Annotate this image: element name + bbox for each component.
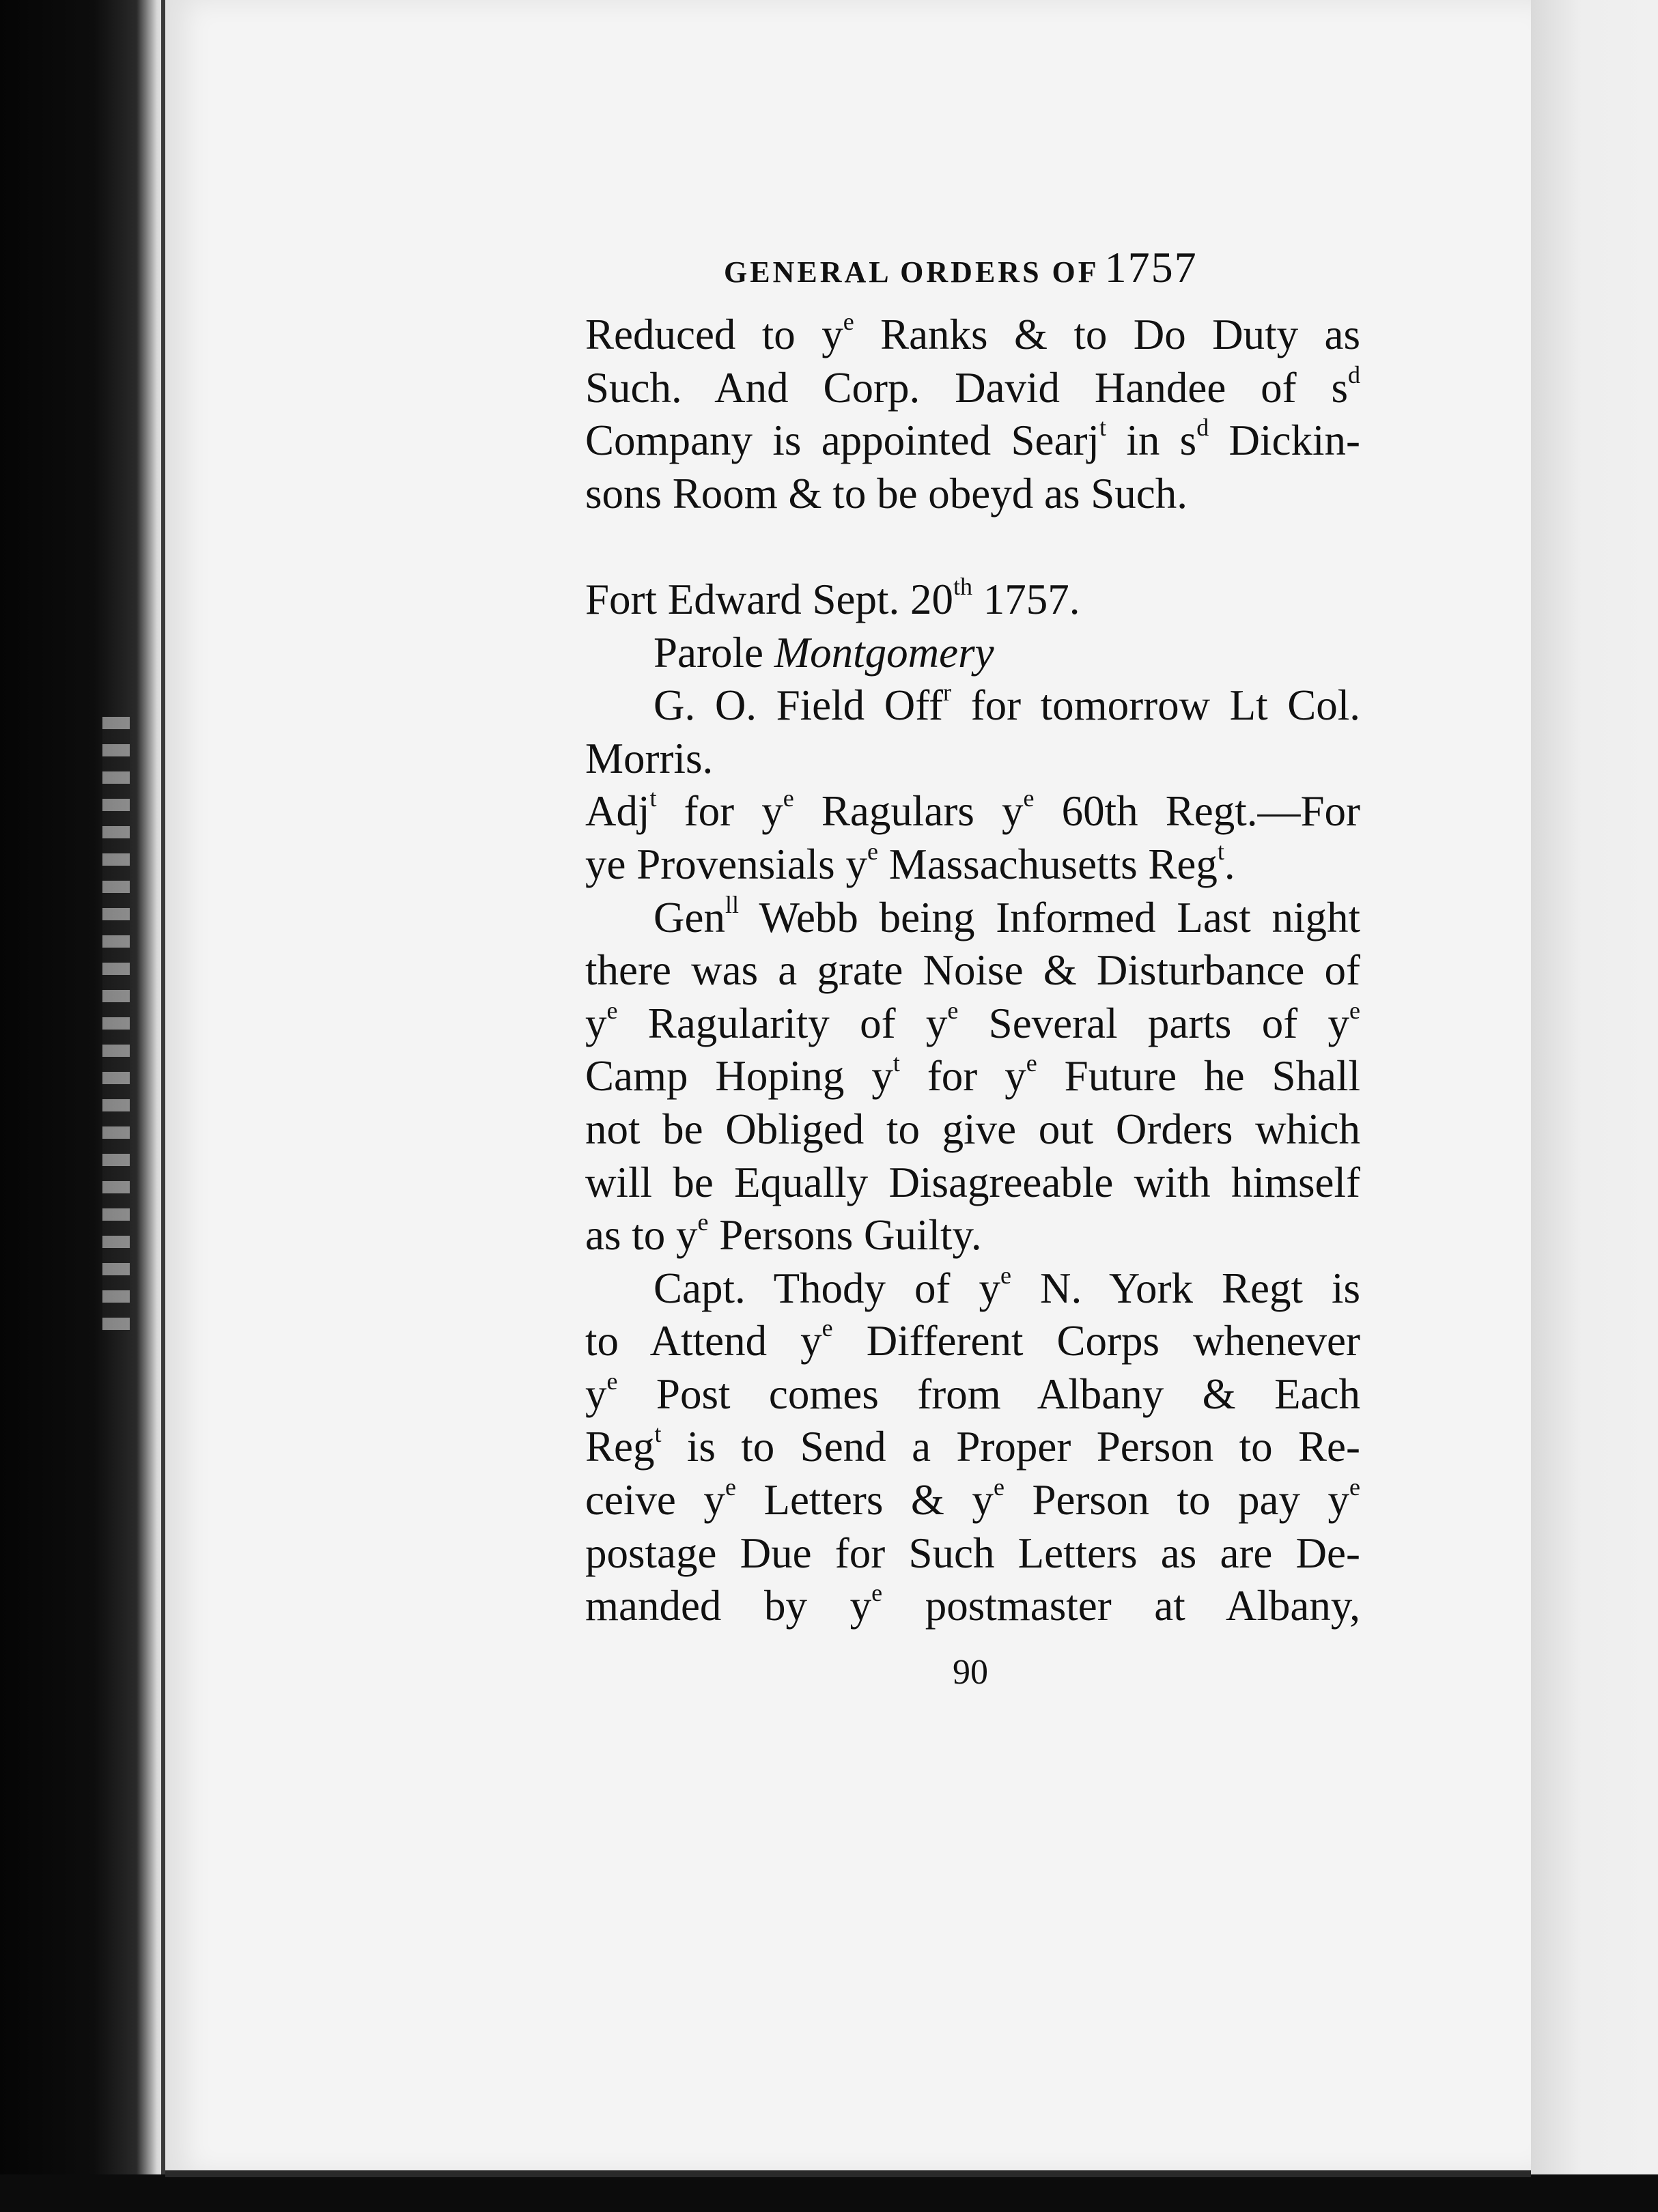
header-title: GENERAL ORDERS OF xyxy=(724,255,1099,289)
text-run: Letters & y xyxy=(735,1476,994,1525)
text-run: Webb being Informed Last night xyxy=(738,893,1360,941)
text-run: Fort Edward Sept. 20 xyxy=(585,575,953,623)
header-year: 1757 xyxy=(1104,243,1198,292)
superscript: e xyxy=(867,837,878,865)
superscript: e xyxy=(1023,784,1035,812)
text-line-23 xyxy=(585,1527,1360,1580)
text-line-17 xyxy=(585,1209,1360,1262)
text-run: Reg xyxy=(585,1423,655,1471)
superscript: e xyxy=(1026,1049,1037,1077)
text-run: is to Send a Proper Person to Re- xyxy=(661,1423,1360,1471)
facing-page-edge xyxy=(1531,0,1658,2212)
parole-line xyxy=(585,627,1360,680)
book-spine-edge xyxy=(0,0,171,2212)
text-run: Capt. Thody of y xyxy=(654,1264,1001,1312)
text-run: Massachusetts Reg xyxy=(877,840,1218,888)
scan-bottom-border xyxy=(0,2174,1658,2212)
superscript: t xyxy=(893,1049,900,1077)
text-run: as to y xyxy=(585,1211,698,1260)
superscript: e xyxy=(871,1579,883,1607)
text-line-21 xyxy=(585,1421,1360,1474)
text-line-8 xyxy=(585,733,1360,786)
dateline xyxy=(585,573,1360,627)
superscript: e xyxy=(1000,1261,1011,1289)
text-line-13 xyxy=(585,997,1360,1051)
superscript: e xyxy=(1349,1473,1361,1501)
superscript: e xyxy=(1349,996,1360,1024)
text-run: not be Obliged to give out Orders which xyxy=(585,1105,1360,1153)
text-run: manded by y xyxy=(585,1582,872,1630)
text-run: y xyxy=(585,1370,607,1418)
superscript: e xyxy=(843,308,854,335)
text-run: Such. And Corp. David Handee of s xyxy=(585,363,1348,412)
text-run: Reduced to y xyxy=(585,311,843,358)
text-run: ye Provensials y xyxy=(585,840,867,888)
text-run: Gen xyxy=(654,893,725,941)
spine-library-stamp xyxy=(102,717,130,1331)
text-run: Parole xyxy=(654,628,774,677)
text-run: Future he Shall xyxy=(1037,1052,1360,1101)
text-line-24 xyxy=(585,1580,1360,1633)
text-run: Ranks & to Do Duty as xyxy=(854,311,1361,358)
text-run: Different Corps whenever xyxy=(832,1317,1360,1365)
text-run: Morris. xyxy=(585,734,714,782)
superscript: e xyxy=(606,996,618,1024)
superscript: t xyxy=(1217,837,1224,865)
page-number: 90 xyxy=(953,1653,988,1692)
superscript: r xyxy=(943,679,952,707)
text-run: for y xyxy=(899,1052,1026,1101)
text-run: y xyxy=(585,999,607,1047)
text-line-2 xyxy=(585,362,1360,415)
text-line-10 xyxy=(585,838,1360,892)
text-line-3 xyxy=(585,414,1360,468)
text-run: Adj xyxy=(585,787,650,836)
text-line-19 xyxy=(585,1315,1360,1368)
superscript: th xyxy=(953,572,972,600)
text-line-20 xyxy=(585,1368,1360,1421)
text-run: N. York Regt is xyxy=(1011,1264,1361,1312)
text-run: Ragulars y xyxy=(793,787,1024,836)
text-line-22 xyxy=(585,1474,1360,1527)
text-line-18 xyxy=(585,1262,1360,1316)
text-run: Persons Guilty. xyxy=(708,1211,982,1260)
text-run: Ragularity of y xyxy=(617,999,948,1047)
text-run: Post comes from Albany & Each xyxy=(617,1370,1360,1418)
text-run: in s xyxy=(1106,416,1197,465)
text-run: Company is appointed Searj xyxy=(585,416,1099,465)
text-line-11 xyxy=(585,892,1360,945)
superscript: t xyxy=(1099,414,1106,442)
superscript: e xyxy=(993,1473,1004,1501)
text-run: postage Due for Such Letters as are De- xyxy=(585,1529,1360,1577)
text-line-9 xyxy=(585,785,1360,838)
text-run: Camp Hoping y xyxy=(585,1052,893,1101)
text-line-4 xyxy=(585,468,1360,521)
page-body-text xyxy=(585,309,1360,1633)
superscript: e xyxy=(697,1208,709,1236)
running-header xyxy=(724,242,1243,293)
text-line-7 xyxy=(585,679,1360,733)
superscript: e xyxy=(725,1473,736,1501)
text-run: Dickin- xyxy=(1209,416,1360,465)
text-run: ceive y xyxy=(585,1476,725,1525)
superscript: t xyxy=(654,1420,662,1448)
superscript: e xyxy=(606,1367,618,1395)
text-run: postmaster at Albany, xyxy=(882,1582,1360,1630)
text-run: sons Room & to be obeyd as Such. xyxy=(585,469,1188,517)
text-run: will be Equally Disagreeable with himself xyxy=(585,1158,1360,1206)
text-run: Several parts of y xyxy=(958,999,1350,1047)
text-run: to Attend y xyxy=(585,1317,822,1365)
paragraph-gap xyxy=(585,520,1360,573)
parole-word: Montgomery xyxy=(774,628,994,677)
superscript: e xyxy=(947,996,959,1024)
superscript: d xyxy=(1196,414,1209,442)
text-run: for y xyxy=(656,787,783,836)
superscript: ll xyxy=(725,890,739,918)
text-line-15 xyxy=(585,1103,1360,1157)
text-run: Person to pay y xyxy=(1004,1476,1350,1525)
text-line-12 xyxy=(585,944,1360,997)
text-run: 1757. xyxy=(972,575,1080,623)
superscript: e xyxy=(783,784,794,812)
text-run: G. O. Field Off xyxy=(654,681,944,730)
text-line-14 xyxy=(585,1050,1360,1103)
text-run: for tomorrow Lt Col. xyxy=(951,681,1360,730)
superscript: t xyxy=(649,784,657,812)
text-run: . xyxy=(1224,840,1235,888)
text-run: 60th Regt.—For xyxy=(1034,787,1361,836)
text-line-16 xyxy=(585,1157,1360,1210)
text-run: there was a grate Noise & Disturbance of xyxy=(585,946,1360,995)
superscript: e xyxy=(821,1314,833,1342)
superscript: d xyxy=(1348,360,1360,388)
text-line-1 xyxy=(585,309,1360,362)
